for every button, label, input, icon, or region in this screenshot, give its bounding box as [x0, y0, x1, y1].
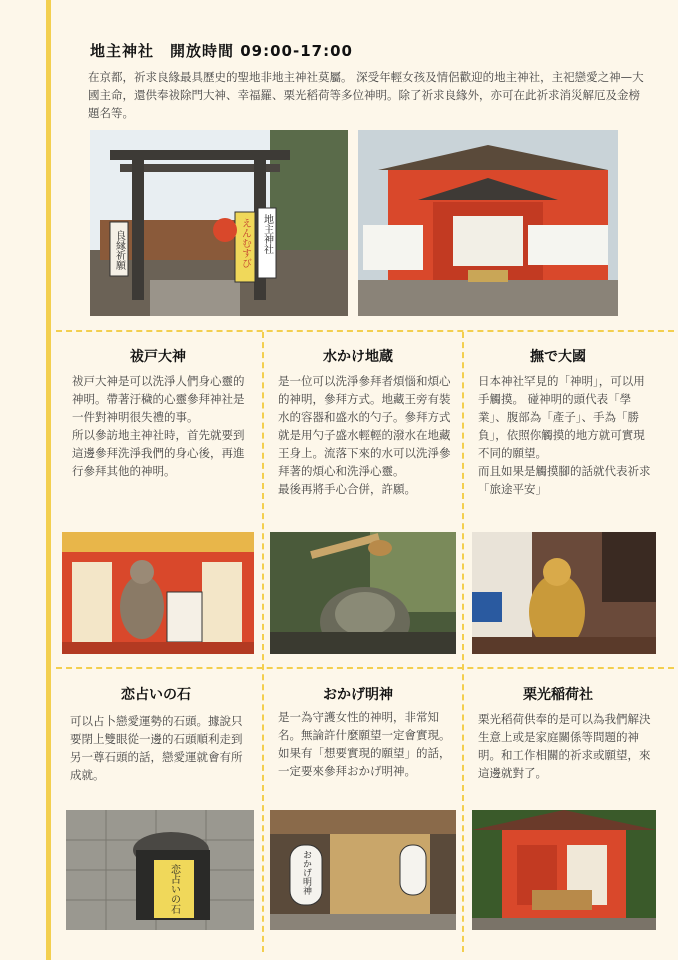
section-title-nade-daikoku: 撫で大國 [530, 349, 586, 365]
photo-nade-daikoku [472, 532, 656, 654]
section-title-okage: おかげ明神 [323, 687, 393, 703]
okage-lantern-text: おかげ明神 [301, 850, 311, 895]
intro-paragraph: 在京都，祈求良緣最具歷史的聖地非地主神社莫屬。 深受年輕女孩及情侶歡迎的地主神社，主祀戀愛之神—大國主命，還供奉祓除門大神、幸福羅、栗光稻荷等多位神明。除了祈求良緣外，亦可在此祈求消災解厄及金榜題名等。 [88, 70, 644, 120]
section-body-koi-uranai: 可以占卜戀愛運勢的石頭。據說只要閉上雙眼從一邊的石頭順利走到另一尊石頭的話，戀愛運就會有所成就。 [70, 714, 243, 782]
photo-main-shrine [358, 130, 618, 316]
section-body-nade-daikoku: 日本神社罕見的「神明」，可以用手觸摸。 碰神明的頭代表「學業」、腹部為「產子」、手為「勝負」，依照你觸摸的地方就可實現不同的願望。 而且如果是觸摸腳的話就代表祈求「旅途平安」 [478, 374, 651, 496]
section-body-okage: 是一為守護女性的神明，非常知名。無論許什麼願望一定會實現。如果有「想要實現的願望」的話，一定要來參拜おかげ明神。 [278, 710, 451, 778]
section-title-koi-uranai: 恋占いの石 [121, 687, 191, 703]
section-body-kurimitsu: 栗光稻荷供奉的是可以為我們解決生意上或是家庭關係等問題的神明。和工作相關的祈求或願望，來這邊就對了。 [478, 712, 651, 780]
photo-okage-myojin [270, 810, 456, 930]
torii-sign-right: えんむすび [239, 218, 251, 268]
photo-kurimitsu-inari [472, 810, 656, 930]
section-body-mizukake: 是一位可以洗淨參拜者煩惱和煩心的神明，參拜方式。地藏王旁有裝水的容器和盛水的勺子。參拜方式就是用勺子盛水輕輕的潑水在地藏王身上。流落下來的水可以洗淨參拜著的煩心和洗淨心靈。 最後再將手心合併，許願。 [278, 374, 451, 496]
torii-sign-left: 良縁祈願 [113, 230, 125, 270]
page-title: 地主神社 開放時間 09:00-17:00 [90, 42, 353, 60]
section-title-mizukake: 水かけ地蔵 [323, 349, 393, 365]
divider-col-1 [262, 332, 264, 952]
photo-torii-gate [90, 130, 348, 316]
divider-col-2 [462, 332, 464, 952]
section-title-kurimitsu: 栗光稲荷社 [523, 687, 593, 703]
photo-koi-uranai-stone [66, 810, 254, 930]
torii-sign-shrine: 地主神社 [261, 214, 273, 254]
left-accent-bar [46, 0, 51, 960]
section-title-haraedo: 祓戸大神 [130, 349, 186, 365]
divider-row-1 [56, 330, 674, 332]
photo-mizukake-jizo [270, 532, 456, 654]
section-body-haraedo: 祓戸大神是可以洗淨人們身心靈的神明。帶著汙穢的心靈參拜神社是一件對神明很失禮的事。 所以參訪地主神社時，首先就要到這邊參拜洗淨我們的身心後，再進行參拜其他的神明。 [72, 374, 245, 478]
photo-haraedo [62, 532, 254, 654]
divider-row-2 [56, 667, 674, 669]
stone-label: 恋占いの石 [168, 864, 180, 914]
